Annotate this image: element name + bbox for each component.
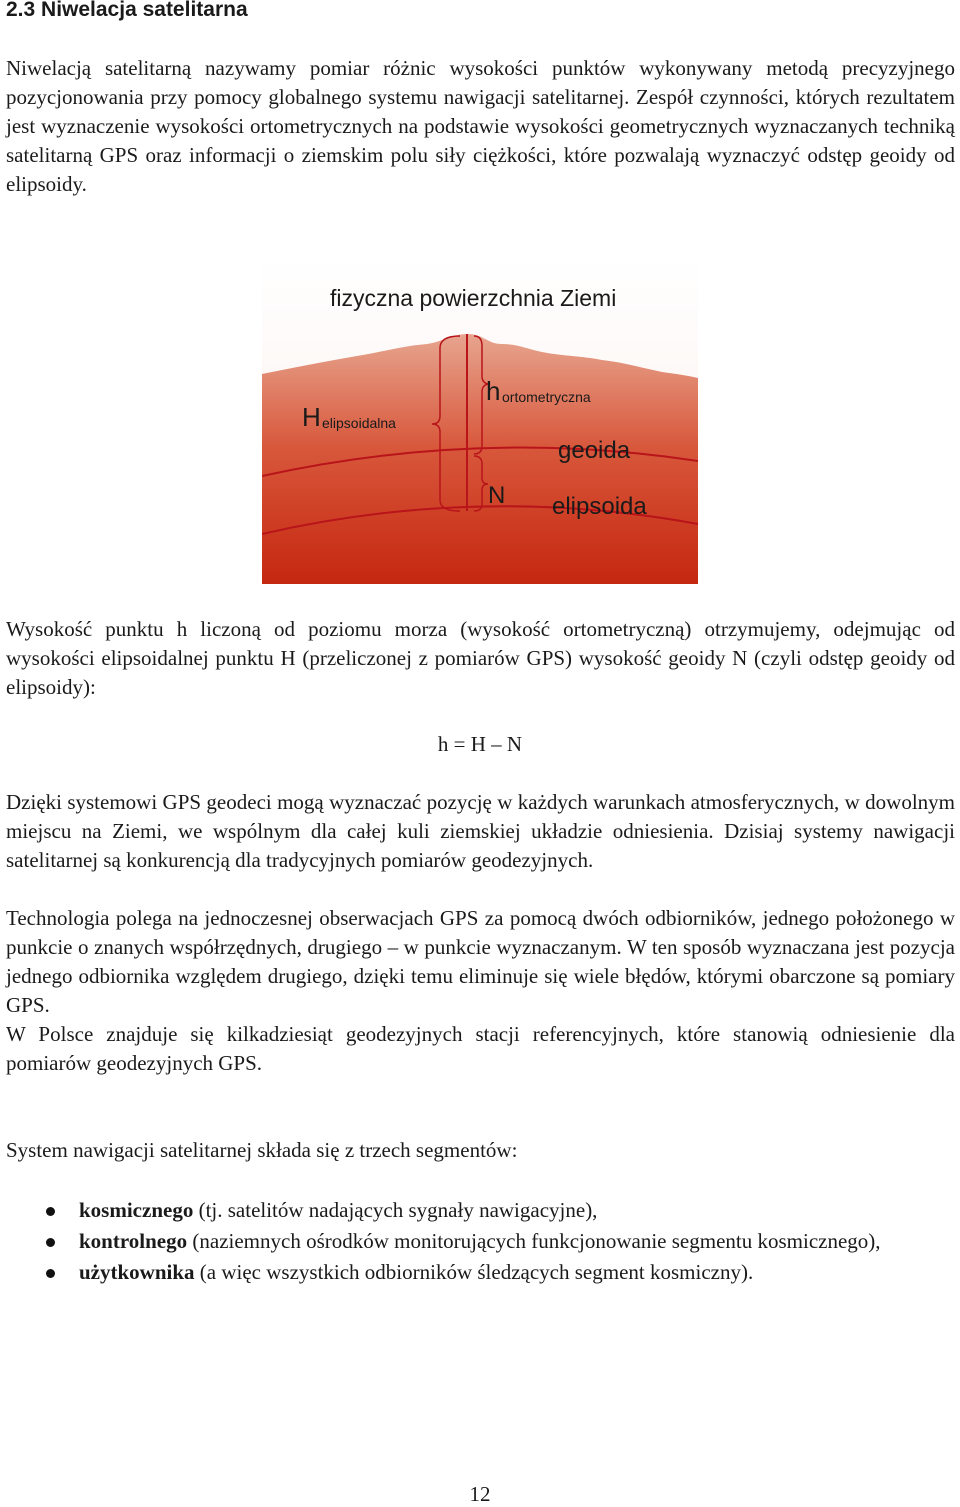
list-item xyxy=(6,1227,955,1256)
H-label: H xyxy=(302,402,321,432)
segment-term: kosmicznego xyxy=(79,1198,194,1222)
segment-desc: (tj. satelitów nadających sygnały nawigacyjne), xyxy=(193,1198,598,1222)
technology-paragraph: Technologia polega na jednoczesnej obserwacjach GPS za pomocą dwóch odbiorników, jednego położonego w punkcie o znanych współrzędnych, drugiego – w punkcie wyznaczanym. W ten sposób wyznaczana jest pozycja jednego odbiornika względem drugiego, dzięki temu eliminuje się wiele błędów, którymi obarczone są pomiary GPS. xyxy=(6,906,955,1017)
bullet-icon xyxy=(46,1207,55,1216)
bullet-icon xyxy=(46,1269,55,1278)
segment-term: kontrolnego xyxy=(79,1229,188,1253)
intro-paragraph: Niwelacją satelitarną nazywamy pomiar różnic wysokości punktów wykonywany metodą precyzyjnego pozycjonowania przy pomocy globalnego systemu nawigacji satelitarnej. Zespół czynności, których rezultatem jest wyznaczenie wysokości ortometrycznych na podstawie wysokości geometrycznych wyznaczanych techniką satelitarną GPS oraz informacji o ziemskim polu siły ciężkości, które pozwalają wyznaczyć odstęp geoidy od elipsoidy. xyxy=(6,56,955,196)
section-heading: 2.3 Niwelacja satelitarna xyxy=(6,0,248,21)
segments-intro: System nawigacji satelitarnej składa się z trzech segmentów: xyxy=(6,1138,518,1162)
segment-desc: (naziemnych ośrodków monitorujących funkcjonowanie segmentu kosmicznego), xyxy=(187,1229,881,1253)
segments-list xyxy=(6,1196,955,1289)
segment-term: użytkownika xyxy=(79,1260,195,1284)
N-label: N xyxy=(488,482,506,509)
list-item xyxy=(6,1258,955,1287)
h-label: h xyxy=(486,376,501,406)
page-number: 12 xyxy=(469,1482,491,1506)
geoid-label: geoida xyxy=(558,437,631,464)
surface-label: fizyczna powierzchnia Ziemi xyxy=(330,285,617,311)
gps-paragraph: Dzięki systemowi GPS geodeci mogą wyznaczać pozycję w każdych warunkach atmosferycznych, w dowolnym miejscu na Ziemi, we wspólnym dla całej kuli ziemskiej układzie odniesienia. Dzisiaj systemy nawigacji satelitarnej są konkurencją dla tradycyjnych pomiarów geodezyjnych. xyxy=(6,790,955,872)
height-paragraph: Wysokość punktu h liczoną od poziomu morza (wysokość ortometryczną) otrzymujemy, odejmując od wysokości elipsoidalnej punktu H (przeliczonej z pomiarów GPS) wysokość geoidy N (czyli odstęp geoidy od elipsoidy): xyxy=(6,617,955,699)
list-item xyxy=(6,1196,955,1225)
h-sub-label: ortometryczna xyxy=(502,389,591,405)
geoid-diagram xyxy=(262,256,698,584)
ellipsoid-label: elipsoida xyxy=(552,493,647,520)
poland-paragraph: W Polsce znajduje się kilkadziesiąt geodezyjnych stacji referencyjnych, które stanowią odniesienie dla pomiarów geodezyjnych GPS. xyxy=(6,1022,955,1075)
geoid-diagram-svg xyxy=(262,256,698,584)
bullet-icon xyxy=(46,1238,55,1247)
formula: h = H – N xyxy=(437,732,523,756)
H-sub-label: elipsoidalna xyxy=(322,415,396,431)
segment-desc: (a więc wszystkich odbiorników śledzących segment kosmiczny). xyxy=(194,1260,754,1284)
